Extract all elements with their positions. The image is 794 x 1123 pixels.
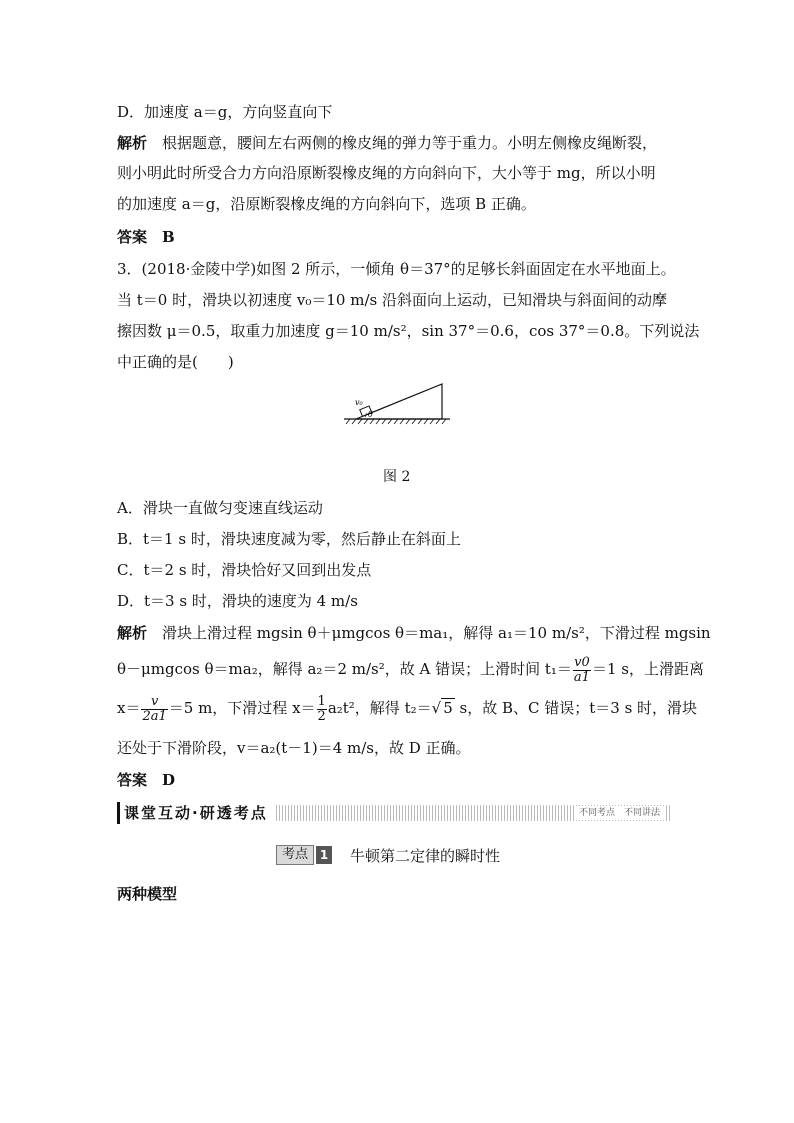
analysis1-label: 解析 — [117, 134, 148, 152]
frac-den: 2a1 — [142, 708, 167, 724]
answer1: 答案 B — [117, 228, 175, 246]
option-d: D．t＝3 s 时，滑块的速度为 4 m/s — [117, 592, 358, 610]
frac-den: 2 — [317, 708, 326, 724]
analysis2-l4: 还处于下滑阶段，v＝a₂(t－1)＝4 m/s，故 D 正确。 — [117, 739, 471, 757]
angle-label: θ — [368, 410, 373, 419]
prev-option-d: D．加速度 a＝g，方向竖直向下 — [117, 103, 333, 121]
q3-number: 3． — [117, 260, 142, 278]
frac-v-2a1 — [141, 695, 167, 724]
subhead: 两种模型 — [117, 885, 178, 903]
q3-source: (2018·金陵中学) — [141, 260, 257, 278]
analysis1-l3: 的加速度 a＝g，沿原断裂橡皮绳的方向斜向下，选项 B 正确。 — [117, 195, 536, 213]
velocity-label: v₀ — [355, 398, 363, 407]
analysis1-l2: 则小明此时所受合力方向沿原断裂橡皮绳的方向斜向下，大小等于 mg，所以小明 — [117, 164, 656, 182]
analysis2-line1 — [117, 623, 711, 643]
analysis2-line3: x＝ $\frac{v}{2a1}$ ＝5 m，下滑过程 x＝ $\frac{1}{2}$ a₂t²，解得 t₂＝√ 5 s，故 B、C 错误；t＝3 s 时，滑块 — [117, 693, 698, 724]
analysis2-l3c: a₂t²，解得 t₂＝ — [327, 699, 432, 717]
frac-den: a1 — [573, 669, 590, 685]
point-number: 1 — [316, 846, 332, 864]
analysis2-l2a: θ－μmgcos θ＝ma₂，解得 a₂＝2 m/s²，故 A 错误；上滑时间 t₁＝ — [117, 660, 572, 678]
analysis2-label: 解析 — [117, 624, 148, 642]
frac-half — [317, 695, 327, 724]
q3-l4: 中正确的是( ) — [117, 353, 234, 371]
section-title: 课堂互动·研透考点 — [117, 802, 274, 824]
frac-num: 1 — [317, 693, 326, 709]
option-c: C．t＝2 s 时，滑块恰好又回到出发点 — [117, 561, 372, 579]
analysis2-line2 — [117, 654, 704, 685]
figure-caption: 图 2 — [383, 469, 411, 485]
analysis1-l1: 根据题意，腰间左右两侧的橡皮绳的弹力等于重力。小明左侧橡皮绳断裂， — [162, 134, 658, 152]
analysis2-l3b: ＝5 m，下滑过程 x＝ — [168, 699, 316, 717]
frac-num: v — [141, 695, 167, 710]
analysis1-line1 — [117, 133, 657, 153]
q3-l1: 如图 2 所示，一倾角 θ＝37°的足够长斜面固定在水平地面上。 — [256, 260, 676, 278]
q3-l3: 擦因数 μ＝0.5，取重力加速度 g＝10 m/s²，sin 37°＝0.6，cos 37°＝0.8。下列说法 — [117, 322, 700, 340]
incline-figure — [338, 382, 458, 428]
frac-v0-a1 — [573, 656, 591, 685]
q3-line1 — [117, 259, 676, 279]
point-label: 考点 — [276, 845, 314, 865]
analysis2-l2b: ＝1 s，上滑距离 — [591, 660, 704, 678]
sqrt-value: 5 — [443, 699, 453, 717]
option-a: A．滑块一直做匀变速直线运动 — [117, 499, 323, 517]
answer2: 答案 D — [117, 771, 176, 789]
ground-hatch — [346, 419, 446, 424]
analysis2-l1: 滑块上滑过程 mgsin θ＋μmgcos θ＝ma₁，解得 a₁＝10 m/s²，下滑过程 mgsin — [162, 624, 711, 642]
frac-num: v0 — [574, 654, 590, 670]
point-title: 牛顿第二定律的瞬时性 — [350, 846, 501, 865]
q3-l2: 当 t＝0 时，滑块以初速度 v₀＝10 m/s 沿斜面向上运动，已知滑块与斜面间的动摩 — [117, 291, 667, 309]
section-tag: 不同考点 不同讲法 — [575, 806, 664, 820]
option-b: B．t＝1 s 时，滑块速度减为零，然后静止在斜面上 — [117, 530, 461, 548]
analysis2-l3d: s，故 B、C 错误；t＝3 s 时，滑块 — [454, 699, 698, 717]
analysis2-l3a: x＝ — [117, 699, 141, 717]
section-header — [117, 802, 670, 824]
point-header — [276, 845, 500, 865]
